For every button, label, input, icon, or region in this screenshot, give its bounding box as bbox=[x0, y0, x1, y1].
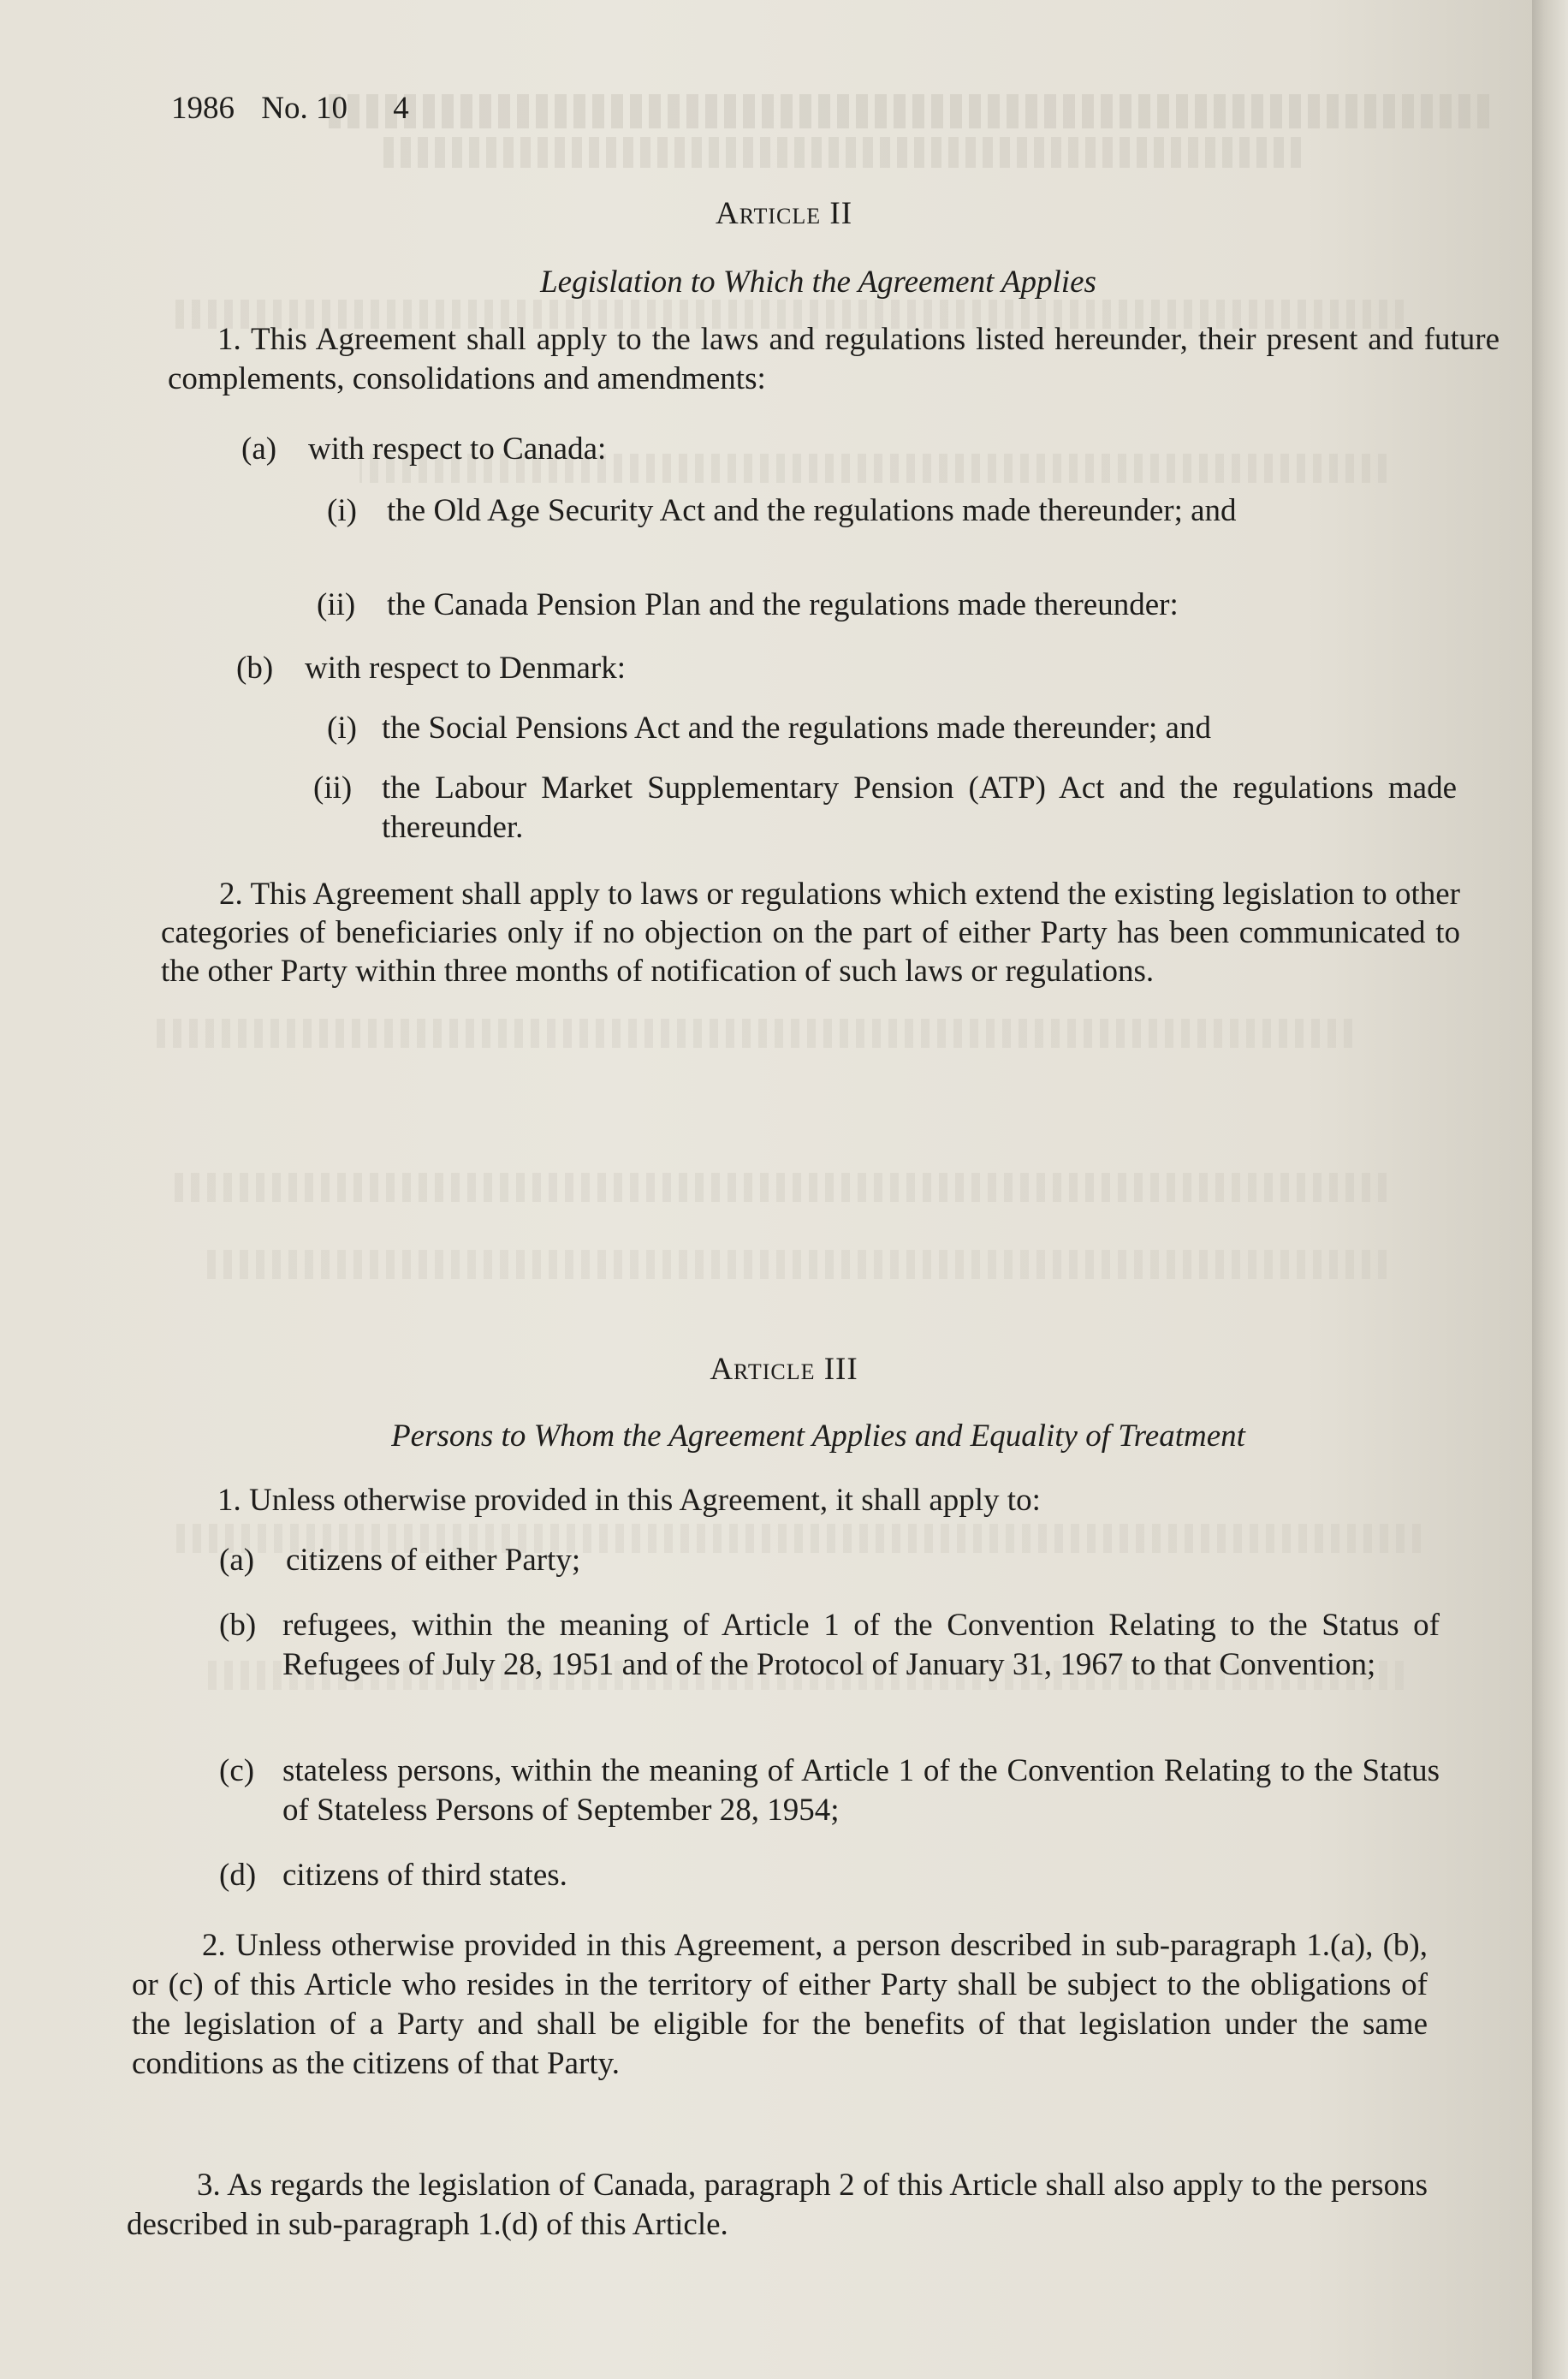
article-2-subtitle: Legislation to Which the Agreement Applies bbox=[540, 265, 1096, 300]
item-label: (d) bbox=[219, 1858, 257, 1893]
article-3-heading bbox=[0, 1351, 1532, 1388]
item-label: (a) bbox=[219, 1543, 255, 1578]
item-text: stateless persons, within the meaning of Article 1 of the Convention Relating to the Status of Stateless Persons of September 28, 1954; bbox=[282, 1753, 1440, 1828]
article-2-item-a bbox=[241, 430, 1500, 469]
article-2-item-b-ii bbox=[313, 769, 1457, 848]
page-edge-shadow bbox=[1532, 0, 1568, 2379]
item-label: (b) bbox=[219, 1608, 257, 1643]
article-2-paragraph-2: 2. This Agreement shall apply to laws or regulations which extend the existing legislation to other categories of beneficiaries only if no objection on the part of either Party has been communicated to the other Party within three months of notification of such laws or regulations. bbox=[161, 877, 1460, 989]
article-3-item-d bbox=[219, 1856, 1440, 1895]
item-text: the Canada Pension Plan and the regulations made thereunder: bbox=[387, 587, 1179, 622]
item-text: citizens of third states. bbox=[282, 1858, 567, 1893]
running-header bbox=[171, 90, 409, 127]
article-2-item-b bbox=[236, 649, 1500, 688]
article-3-item-b bbox=[219, 1606, 1440, 1685]
item-label: (b) bbox=[236, 651, 274, 686]
article-2-heading-number: II bbox=[829, 196, 853, 231]
item-label: (i) bbox=[327, 493, 357, 528]
article-2-item-a-ii bbox=[317, 586, 1500, 625]
article-2-paragraph-1: 1. This Agreement shall apply to the laws and regulations listed hereunder, their present and future complements, consolidations and amendments: bbox=[168, 322, 1500, 396]
article-2-item-a-i bbox=[327, 491, 1500, 531]
item-text: the Labour Market Supplementary Pension (ATP) Act and the regulations made thereunder. bbox=[382, 770, 1457, 845]
item-label: (ii) bbox=[317, 587, 356, 622]
article-3-subtitle: Persons to Whom the Agreement Applies and Equality of Treatment bbox=[391, 1418, 1245, 1454]
article-2-item-b-i bbox=[327, 709, 1500, 748]
item-text: with respect to Denmark: bbox=[305, 651, 627, 686]
item-text: the Social Pensions Act and the regulations made thereunder; and bbox=[382, 711, 1211, 746]
article-3-item-c bbox=[219, 1752, 1440, 1830]
item-label: (i) bbox=[327, 711, 357, 746]
article-3-item-a bbox=[219, 1541, 1460, 1580]
article-3-paragraph-1: 1. Unless otherwise provided in this Agreement, it shall apply to: bbox=[217, 1483, 1041, 1518]
header-number: No. 10 bbox=[261, 91, 347, 126]
article-3-paragraph-2: 2. Unless otherwise provided in this Agreement, a person described in sub-paragraph 1.(a), (b), or (c) of this Article who resides in the territory of either Party shall be subject to the obligations of the legislation of a Party and shall be eligible for the benefits of that legislation under the same conditions as the citizens of that Party. bbox=[132, 1928, 1428, 2081]
item-text: with respect to Canada: bbox=[308, 431, 607, 467]
article-2-heading bbox=[0, 195, 1532, 232]
item-label: (a) bbox=[241, 431, 277, 467]
article-3-paragraph-3: 3. As regards the legislation of Canada, paragraph 2 of this Article shall also apply to the persons described in sub-paragraph 1.(d) of this Article. bbox=[127, 2168, 1428, 2242]
header-year: 1986 bbox=[171, 91, 235, 126]
header-page-number: 4 bbox=[393, 91, 409, 126]
article-3-heading-number: III bbox=[823, 1352, 858, 1387]
item-label: (ii) bbox=[313, 770, 353, 806]
item-label: (c) bbox=[219, 1753, 255, 1788]
item-text: the Old Age Security Act and the regulations made thereunder; and bbox=[387, 493, 1237, 528]
article-2-heading-word: Article bbox=[715, 196, 822, 231]
article-3-heading-word: Article bbox=[710, 1352, 816, 1387]
item-text: citizens of either Party; bbox=[286, 1543, 581, 1578]
item-text: refugees, within the meaning of Article 1 of the Convention Relating to the Status of Refugees of July 28, 1951 and of the Protocol of January 31, 1967 to that Convention; bbox=[282, 1608, 1440, 1682]
